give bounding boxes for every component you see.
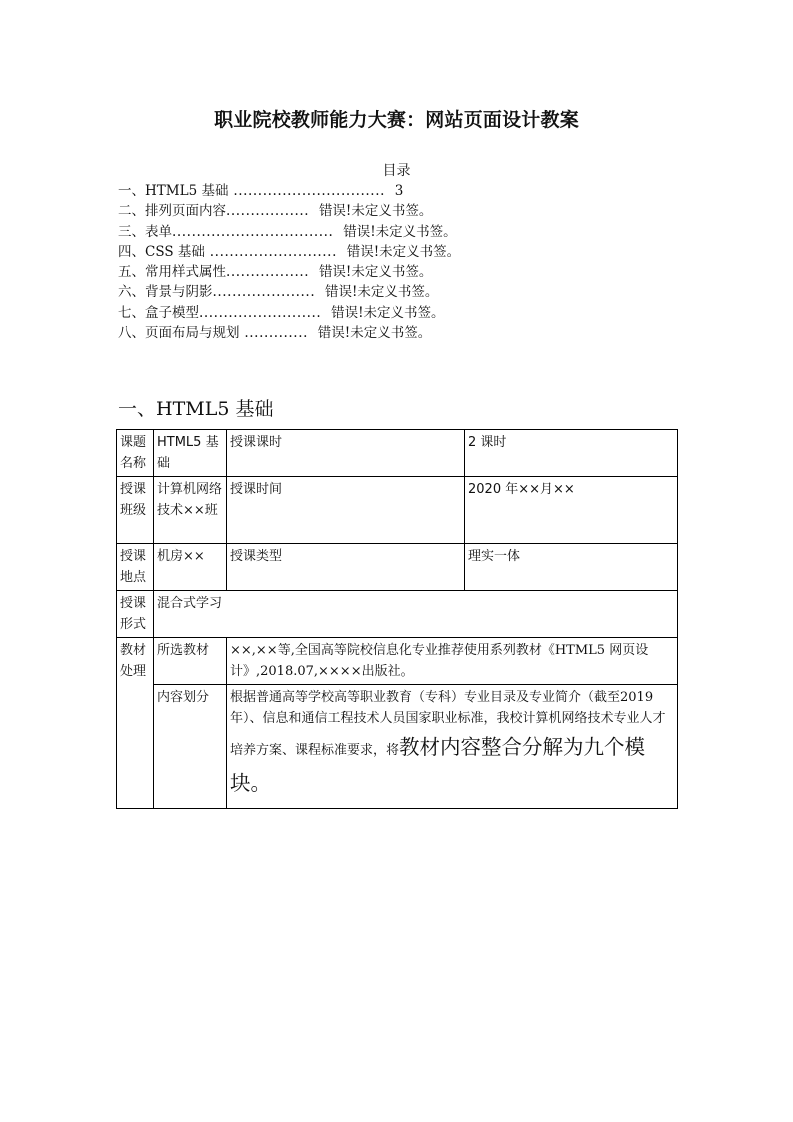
section-heading: 一、HTML5 基础 bbox=[118, 398, 274, 420]
cell-label: 授课地点 bbox=[117, 544, 154, 591]
toc-item-label: 二、排列页面内容 bbox=[118, 203, 226, 220]
cell-topic-value: HTML5 基础 bbox=[154, 430, 227, 477]
cell-label: 授课时间 bbox=[227, 477, 465, 544]
toc-item-leader: ................. bbox=[226, 203, 319, 220]
toc-item[interactable] bbox=[118, 181, 678, 201]
toc-item-label: 五、常用样式属性 bbox=[118, 264, 226, 281]
toc-item-label: 一、HTML5 基础 bbox=[118, 183, 229, 199]
toc-item-leader: ................. bbox=[226, 264, 319, 281]
toc-item-leader: ............................... bbox=[228, 183, 395, 199]
cell-class-value: 计算机网络技术××班 bbox=[154, 477, 227, 544]
toc-item-leader: ............. bbox=[239, 325, 318, 342]
toc-item-leader: ................................. bbox=[172, 223, 344, 240]
table-row bbox=[117, 591, 678, 638]
content-division-text: 根据普通高等学校高等职业教育（专科）专业目录及专业简介（截至2019年）、信息和通信工程技术人员国家职业标准，我校计算机网络技术专业人才培养方案、课程标准要求，将 bbox=[230, 690, 666, 758]
cell-time-value: 2020 年××月×× bbox=[465, 477, 678, 544]
cell-content-division-value bbox=[227, 685, 678, 809]
toc-item-page: 错误!未定义书签。 bbox=[318, 264, 433, 281]
toc-item-page: 错误!未定义书签。 bbox=[325, 284, 439, 301]
table-row bbox=[117, 685, 678, 809]
cell-hours-value: 2 课时 bbox=[465, 430, 678, 477]
toc-item-page: 错误!未定义书签。 bbox=[343, 223, 457, 240]
cell-label: 授课班级 bbox=[117, 477, 154, 544]
toc-item-page: 错误!未定义书签。 bbox=[317, 325, 432, 342]
toc-item[interactable] bbox=[118, 222, 678, 242]
toc-item-page: 错误!未定义书签。 bbox=[331, 304, 445, 321]
toc-item-leader: ..................... bbox=[212, 284, 325, 301]
cell-label: 授课类型 bbox=[227, 544, 465, 591]
table-of-contents bbox=[118, 181, 678, 343]
toc-heading: 目录 bbox=[382, 163, 411, 179]
table-row bbox=[117, 430, 678, 477]
cell-label: 授课形式 bbox=[117, 591, 154, 638]
toc-item-page: 错误!未定义书签。 bbox=[318, 203, 433, 220]
toc-item-label: 八、页面布局与规划 bbox=[118, 325, 240, 342]
toc-item-leader: .......................... bbox=[204, 243, 347, 260]
cell-sublabel: 所选教材 bbox=[154, 638, 227, 685]
toc-item[interactable] bbox=[118, 303, 678, 323]
cell-label: 授课课时 bbox=[227, 430, 465, 477]
table-row bbox=[117, 544, 678, 591]
toc-item-label: 六、背景与阴影 bbox=[118, 284, 213, 301]
toc-item[interactable] bbox=[118, 262, 678, 282]
toc-item-page: 错误!未定义书签。 bbox=[346, 243, 461, 260]
cell-type-value: 理实一体 bbox=[465, 544, 678, 591]
content-division-emphasis: 教材内容整合分解为九个模块。 bbox=[230, 735, 646, 795]
cell-label: 教材处理 bbox=[117, 638, 154, 809]
toc-item-label: 七、盒子模型 bbox=[118, 304, 199, 321]
toc-item-label: 四、CSS 基础 bbox=[118, 243, 205, 260]
lesson-plan-table bbox=[116, 429, 678, 809]
cell-form-value: 混合式学习 bbox=[154, 591, 678, 638]
table-row bbox=[117, 477, 678, 544]
toc-item[interactable] bbox=[118, 242, 678, 262]
toc-item[interactable] bbox=[118, 323, 678, 343]
toc-item-label: 三、表单 bbox=[118, 223, 172, 240]
cell-location-value: 机房×× bbox=[154, 544, 227, 591]
table-row bbox=[117, 638, 678, 685]
cell-sublabel: 内容划分 bbox=[154, 685, 227, 809]
toc-item-page: 3 bbox=[394, 183, 404, 199]
cell-textbook-value: ××,××等,全国高等院校信息化专业推荐使用系列教材《HTML5 网页设计》,2018.07,××××出版社。 bbox=[227, 638, 678, 685]
cell-label: 课题名称 bbox=[117, 430, 154, 477]
toc-item[interactable] bbox=[118, 201, 678, 221]
toc-item-leader: ......................... bbox=[199, 304, 332, 321]
toc-item[interactable] bbox=[118, 282, 678, 302]
document-title: 职业院校教师能力大赛：网站页面设计教案 bbox=[214, 109, 579, 131]
